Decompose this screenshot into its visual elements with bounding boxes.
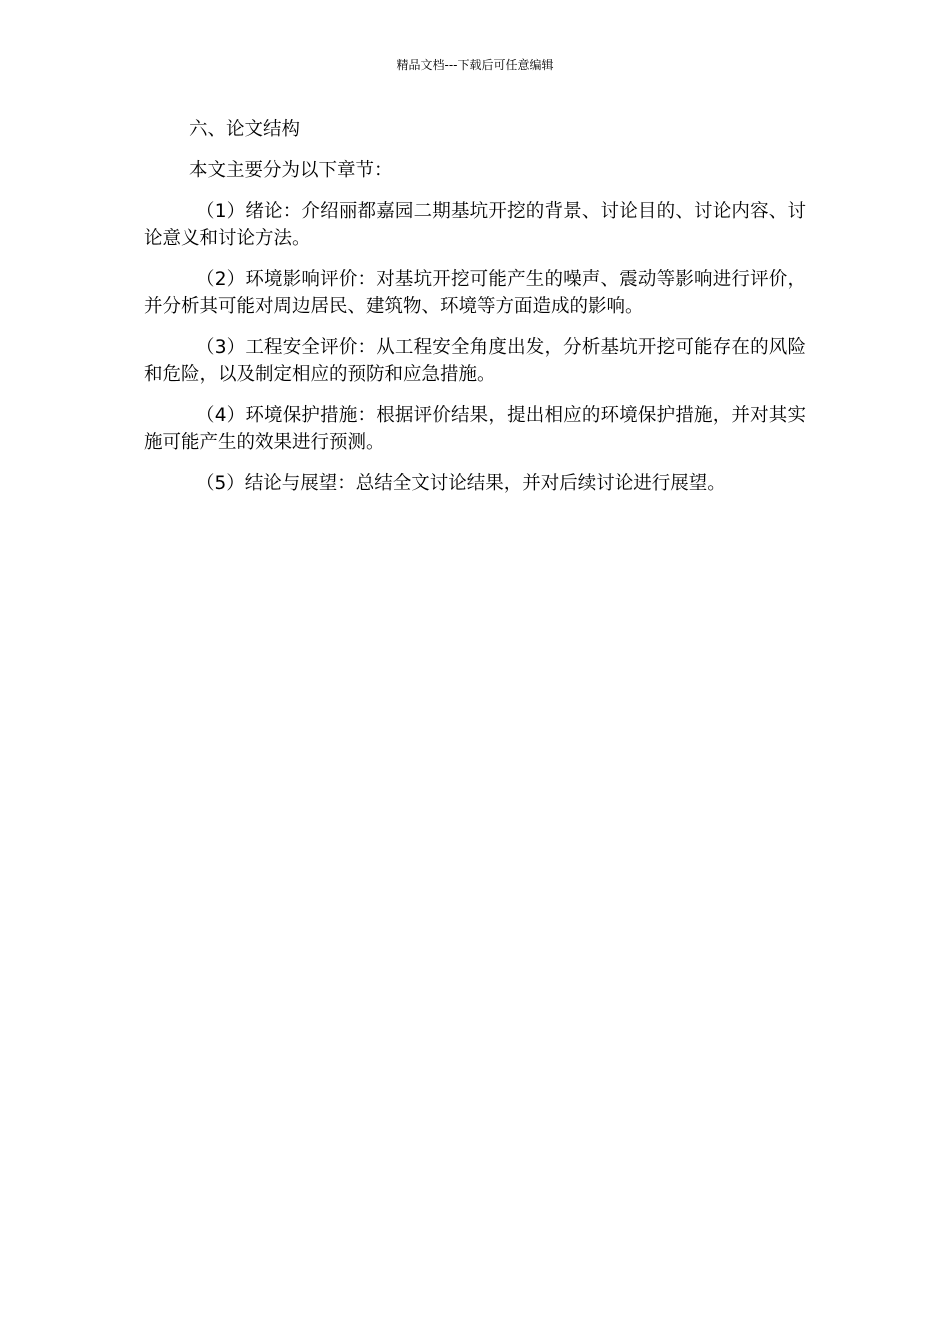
section-title: 六、论文结构 <box>189 119 301 140</box>
chapter-item-5: （5）结论与展望：总结全文讨论结果，并对后续讨论进行展望。 <box>196 473 726 494</box>
chapter-item-3: （3）工程安全评价：从工程安全角度出发，分析基坑开挖可能存在的风险和危险，以及制定相应的预防和应急措施。 <box>144 337 806 385</box>
document-body <box>144 116 806 511</box>
page-header-watermark: 精品文档---下载后可任意编辑 <box>396 58 554 72</box>
chapter-item-2: （2）环境影响评价：对基坑开挖可能产生的噪声、震动等影响进行评价，并分析其可能对周边居民、建筑物、环境等方面造成的影响。 <box>144 269 806 317</box>
chapter-item-1: （1）绪论：介绍丽都嘉园二期基坑开挖的背景、讨论目的、讨论内容、讨论意义和讨论方法。 <box>144 201 806 249</box>
section-intro: 本文主要分为以下章节： <box>189 160 393 181</box>
chapter-item-4: （4）环境保护措施：根据评价结果，提出相应的环境保护措施，并对其实施可能产生的效果进行预测。 <box>144 405 806 453</box>
